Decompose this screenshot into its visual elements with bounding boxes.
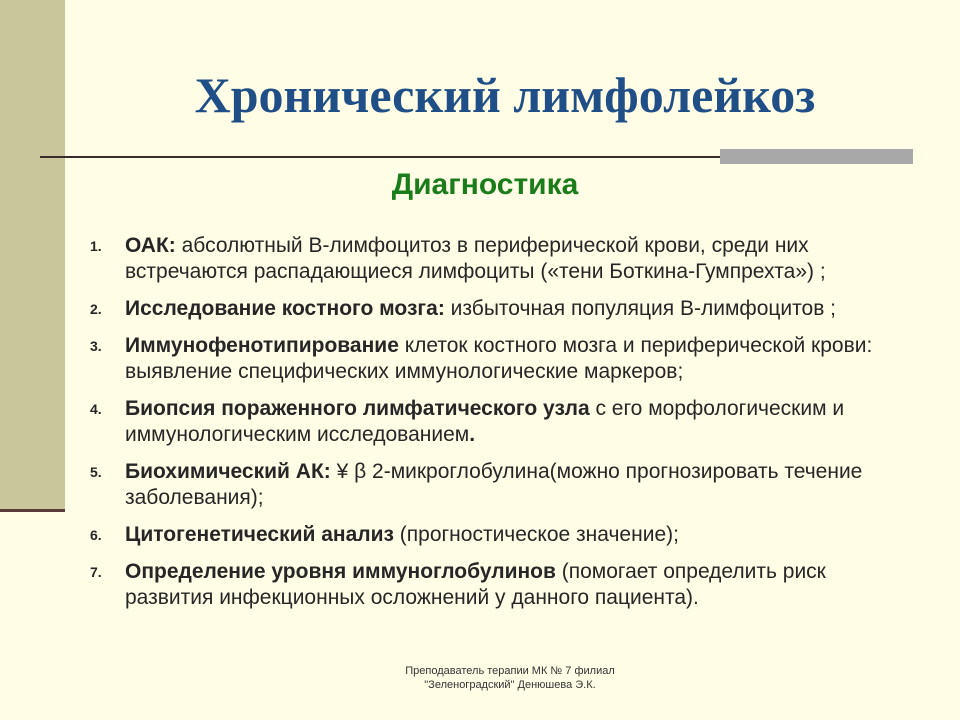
list-item (90, 459, 920, 511)
item-heading: Определение уровня иммуноглобулинов (125, 560, 556, 583)
item-text: (помогает определить риск развития инфекционных осложнений у данного пациента). (125, 560, 826, 609)
left-decor-line (0, 509, 65, 512)
item-number: 1. (90, 238, 102, 254)
list-item (90, 296, 920, 322)
footer-line: "Зеленоградский" Денюшева Э.К. (424, 679, 596, 691)
item-heading: Иммунофенотипирование (125, 334, 399, 357)
item-number: 6. (90, 527, 102, 543)
item-number: 7. (90, 564, 102, 580)
item-number: 5. (90, 464, 102, 480)
item-text: ¥ β 2-микроглобулина(можно прогнозировать течение заболевания); (125, 460, 863, 509)
item-text: с его морфологическим и иммунологическим исследованием (125, 397, 845, 446)
item-heading: Биопсия пораженного лимфатического узла (125, 397, 590, 420)
item-number: 2. (90, 301, 102, 317)
item-heading: Исследование костного мозга: (125, 297, 445, 320)
title-divider-accent (720, 149, 913, 164)
item-heading: Цитогенетический анализ (125, 523, 394, 546)
footer-line: Преподаватель терапии МК № 7 филиал (405, 665, 615, 677)
item-tail: . (469, 423, 476, 446)
item-number: 3. (90, 338, 102, 354)
list-item (90, 233, 920, 285)
item-heading: ОАК: (125, 234, 176, 257)
item-text: клеток костного мозга и периферической крови: выявление специфических иммунологические маркеров; (125, 334, 873, 383)
slide-title: Хронический лимфолейкоз (194, 67, 816, 123)
item-text: (прогностическое значение); (393, 523, 679, 546)
list-item (90, 522, 920, 548)
item-text: избыточная популяция В-лимфоцитов ; (444, 297, 837, 320)
list-item (90, 333, 920, 385)
item-number: 4. (90, 401, 102, 417)
slide-footer (310, 664, 710, 692)
slide-subtitle: Диагностика (391, 168, 579, 201)
item-text: абсолютный В-лимфоцитоз в периферической крови, среди них встречаются распадающиеся лимфоциты («тени Боткина-Гумпрехта») ; (125, 234, 826, 283)
list-item (90, 396, 920, 448)
list-item (90, 559, 920, 611)
diagnostics-list (90, 233, 920, 622)
item-heading: Биохимический АК: (125, 460, 331, 483)
